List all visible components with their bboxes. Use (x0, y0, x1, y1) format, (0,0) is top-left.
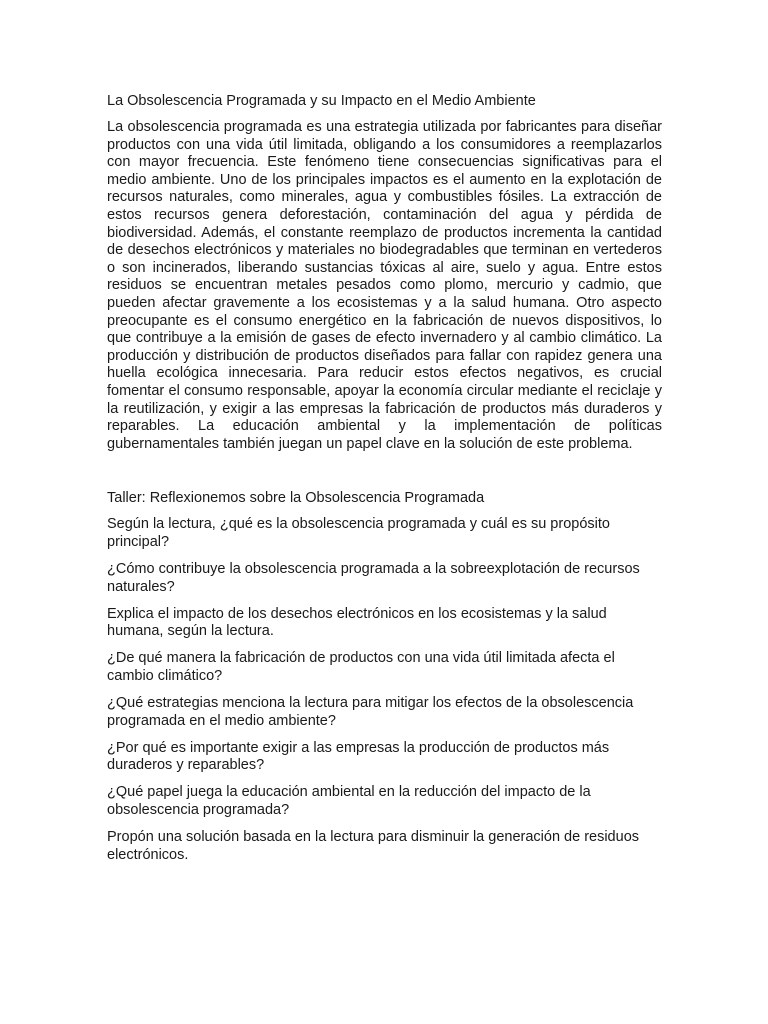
section-spacer (107, 453, 662, 489)
workshop-question-6: ¿Por qué es importante exigir a las empresas la producción de productos más duraderos y reparables? (107, 739, 610, 774)
workshop-question-2: ¿Cómo contribuye la obsolescencia programada a la sobreexplotación de recursos naturales? (107, 560, 640, 595)
document-page (107, 92, 662, 874)
workshop-title: Taller: Reflexionemos sobre la Obsolescencia Programada (107, 490, 485, 507)
document-body-paragraph: La obsolescencia programada es una estrategia utilizada por fabricantes para diseñar productos con una vida útil limitada, obligando a los consumidores a reemplazarlos con mayor frecuencia. Este fenómeno tiene consecuencias significativas para el medio ambiente. Uno de los principales impactos es el aumento en la explotación de recursos naturales, como minerales, agua y combustibles fósiles. La extracción de estos recursos genera deforestación, contaminación del agua y pérdida de biodiversidad. Además, el constante reemplazo de productos incrementa la cantidad de desechos electrónicos y materiales no biodegradables que terminan en vertederos o son incinerados, liberando sustancias tóxicas al aire, suelo y agua. Entre estos residuos se encuentran metales pesados como plomo, mercurio y cadmio, que pueden afectar gravemente a los ecosistemas y a la salud humana. Otro aspecto preocupante es el consumo energético en la fabricación de nuevos dispositivos, lo que contribuye a la emisión de gases de efecto invernadero y al cambio climático. La producción y distribución de productos diseñados para fallar con rapidez genera una huella ecológica innecesaria. Para reducir estos efectos negativos, es crucial fomentar el consumo responsable, apoyar la economía circular mediante el reciclaje y la reutilización, y exigir a las empresas la fabricación de productos más duraderos y reparables. La educación ambiental y la implementación de políticas gubernamentales también juegan un papel clave en la solución de este problema. (107, 119, 662, 452)
workshop-question-1: Según la lectura, ¿qué es la obsolescencia programada y cuál es su propósito principal? (107, 516, 610, 550)
workshop-question-4: ¿De qué manera la fabricación de productos con una vida útil limitada afecta el cambio climático? (107, 650, 615, 684)
workshop-question-7: ¿Qué papel juega la educación ambiental en la reducción del impacto de la obsolescencia programada? (107, 784, 591, 818)
workshop-question-5: ¿Qué estrategias menciona la lectura para mitigar los efectos de la obsolescencia programada en el medio ambiente? (107, 695, 634, 729)
document-title: La Obsolescencia Programada y su Impacto en el Medio Ambiente (107, 93, 536, 109)
workshop-question-3: Explica el impacto de los desechos electrónicos en los ecosistemas y la salud humana, según la lectura. (107, 605, 607, 640)
workshop-question-8: Propón una solución basada en la lectura para disminuir la generación de residuos electrónicos. (107, 829, 640, 863)
